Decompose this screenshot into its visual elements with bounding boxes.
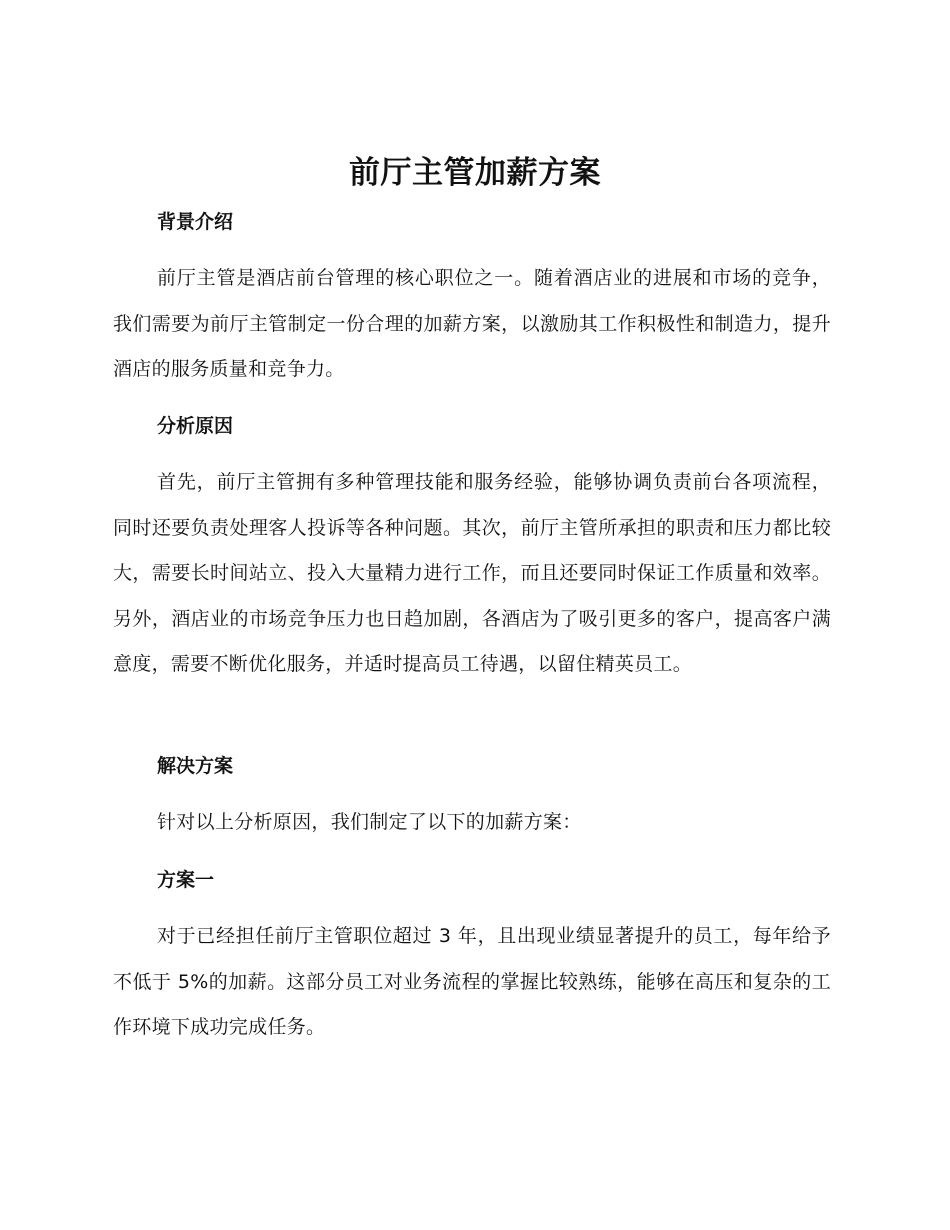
section-heading-solution: 解决方案 (157, 755, 234, 777)
section-paragraph-analysis: 首先，前厅主管拥有多种管理技能和服务经验，能够协调负责前台各项流程，同时还要负责处理客人投诉等各种问题。其次，前厅主管所承担的职责和压力都比较大，需要长时间站立、投入大量精力进行工作，而且还要同时保证工作质量和效率。另外，酒店业的市场竞争压力也日趋加剧，各酒店为了吸引更多的客户，提高客户满意度，需要不断优化服务，并适时提高员工待遇，以留住精英员工。 (113, 471, 831, 675)
section-paragraph-background: 前厅主管是酒店前台管理的核心职位之一。随着酒店业的进展和市场的竞争，我们需要为前厅主管制定一份合理的加薪方案，以激励其工作积极性和制造力，提升酒店的服务质量和竞争力。 (113, 267, 831, 380)
document-title: 前厅主管加薪方案 (349, 155, 601, 191)
section-heading-background: 背景介绍 (157, 211, 234, 233)
section-heading-plan-one: 方案一 (157, 869, 215, 891)
section-paragraph-plan-one: 对于已经担任前厅主管职位超过 3 年，且出现业绩显著提升的员工，每年给予不低于 5%的加薪。这部分员工对业务流程的掌握比较熟练，能够在高压和复杂的工作环境下成功完成任务。 (113, 925, 831, 1038)
section-heading-analysis: 分析原因 (157, 415, 234, 437)
section-paragraph-solution: 针对以上分析原因，我们制定了以下的加薪方案： (157, 811, 582, 833)
